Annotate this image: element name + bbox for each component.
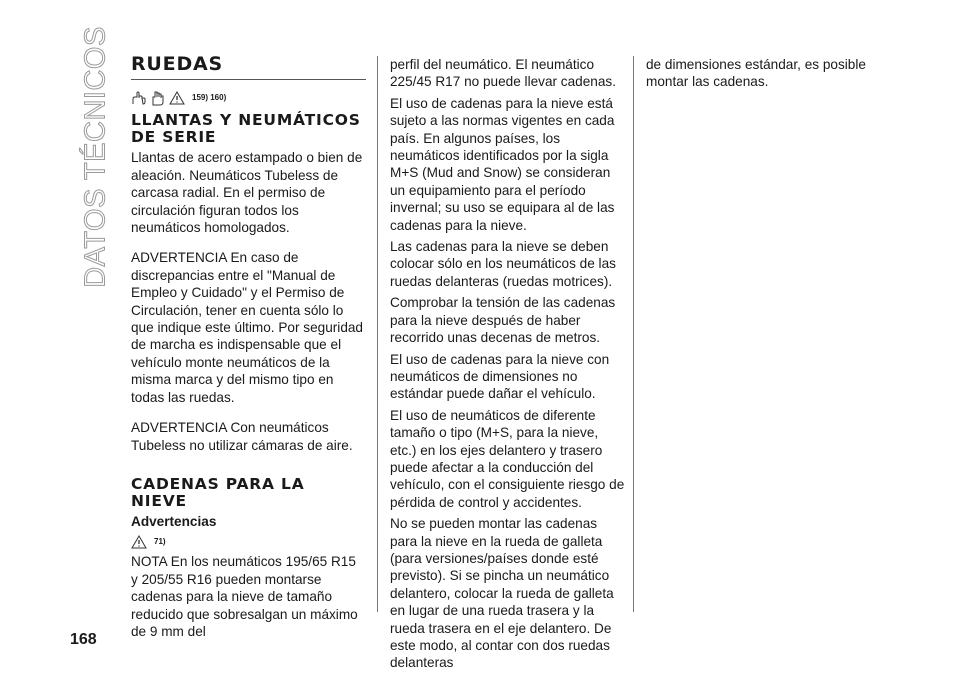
- hand-wrench-icon: [131, 90, 147, 106]
- subheading-cadenas: CADENAS PARA LA NIEVE: [131, 474, 305, 510]
- reference-numbers: 71): [154, 536, 166, 546]
- paragraph: El uso de neumáticos de diferente tamaño o tipo (M+S, para la nieve, etc.) en los ejes delantero y trasero puede afectar a la conducción del vehículo, con el consiguiente riesgo de pérdida de control y accidentes.: [390, 407, 625, 510]
- column-2: [390, 56, 626, 676]
- reference-numbers: 159) 160): [192, 93, 227, 102]
- paragraph: El uso de cadenas para la nieve con neumáticos de dimensiones no estándar puede dañar el vehículo.: [390, 351, 610, 402]
- icon-row: [131, 532, 366, 550]
- paragraph: No se pueden montar las cadenas para la nieve en la rueda de galleta (para versiones/países donde esté previsto). Si se pincha un neumático delantero, colocar la rueda de galleta en lugar de una rueda trasera y la rueda trasera en el eje delantero. De este modo, al contar con dos ruedas delanteras: [390, 516, 614, 671]
- paragraph: Las cadenas para la nieve se deben colocar sólo en los neumáticos de las ruedas delanteras (ruedas motrices).: [390, 239, 616, 289]
- warning-triangle-icon: [169, 90, 185, 106]
- paragraph: El uso de cadenas para la nieve está sujeto a las normas vigentes en cada país. En algunos países, los neumáticos identificados por la sigla M+S (Mud and Snow) se consideran un equipamiento para el período invernal; su uso se equipara al de las cadenas para la nieve.: [390, 95, 615, 233]
- paragraph: de dimensiones estándar, es posible montar las cadenas.: [646, 57, 866, 90]
- section-side-title: DATOS TÉCNICOS: [79, 26, 112, 288]
- subheading-llantas: LLANTAS Y NEUMÁTICOS DE SERIE: [131, 111, 361, 147]
- warning-triangle-icon: [131, 534, 147, 550]
- warning-paragraph: ADVERTENCIA En caso de discrepancias entre el "Manual de Empleo y Cuidado" y el Permiso de Circulación, tener en cuenta sólo lo que indique este último. Por seguridad de marcha es indispensable que el vehículo monte neumáticos de la misma marca y del mismo tipo en todas las ruedas.: [131, 250, 363, 405]
- page-number: 168: [70, 631, 97, 648]
- column-divider: [633, 56, 634, 612]
- note-paragraph: NOTA En los neumáticos 195/65 R15 y 205/55 R16 pueden montarse cadenas para la nieve de tamaño reducido que sobresalgan un máximo de 9 mm del: [131, 554, 358, 639]
- column-3: [646, 56, 876, 95]
- warning-paragraph: ADVERTENCIA Con neumáticos Tubeless no utilizar cámaras de aire.: [131, 420, 353, 453]
- heading-rule: [131, 79, 366, 80]
- paragraph: Llantas de acero estampado o bien de aleación. Neumáticos Tubeless de carcasa radial. En el permiso de circulación figuran todos los neumáticos homologados.: [131, 150, 363, 236]
- column-1: [131, 53, 366, 653]
- section-heading: RUEDAS: [131, 53, 223, 75]
- minor-heading: Advertencias: [131, 513, 217, 529]
- paragraph: Comprobar la tensión de las cadenas para la nieve después de haber recorrido unas decenas de metros.: [390, 295, 616, 346]
- column-divider: [377, 56, 378, 612]
- hand-icon: [150, 90, 166, 106]
- icon-row: [131, 84, 366, 106]
- paragraph: perfil del neumático. El neumático 225/45 R17 no puede llevar cadenas.: [390, 57, 616, 90]
